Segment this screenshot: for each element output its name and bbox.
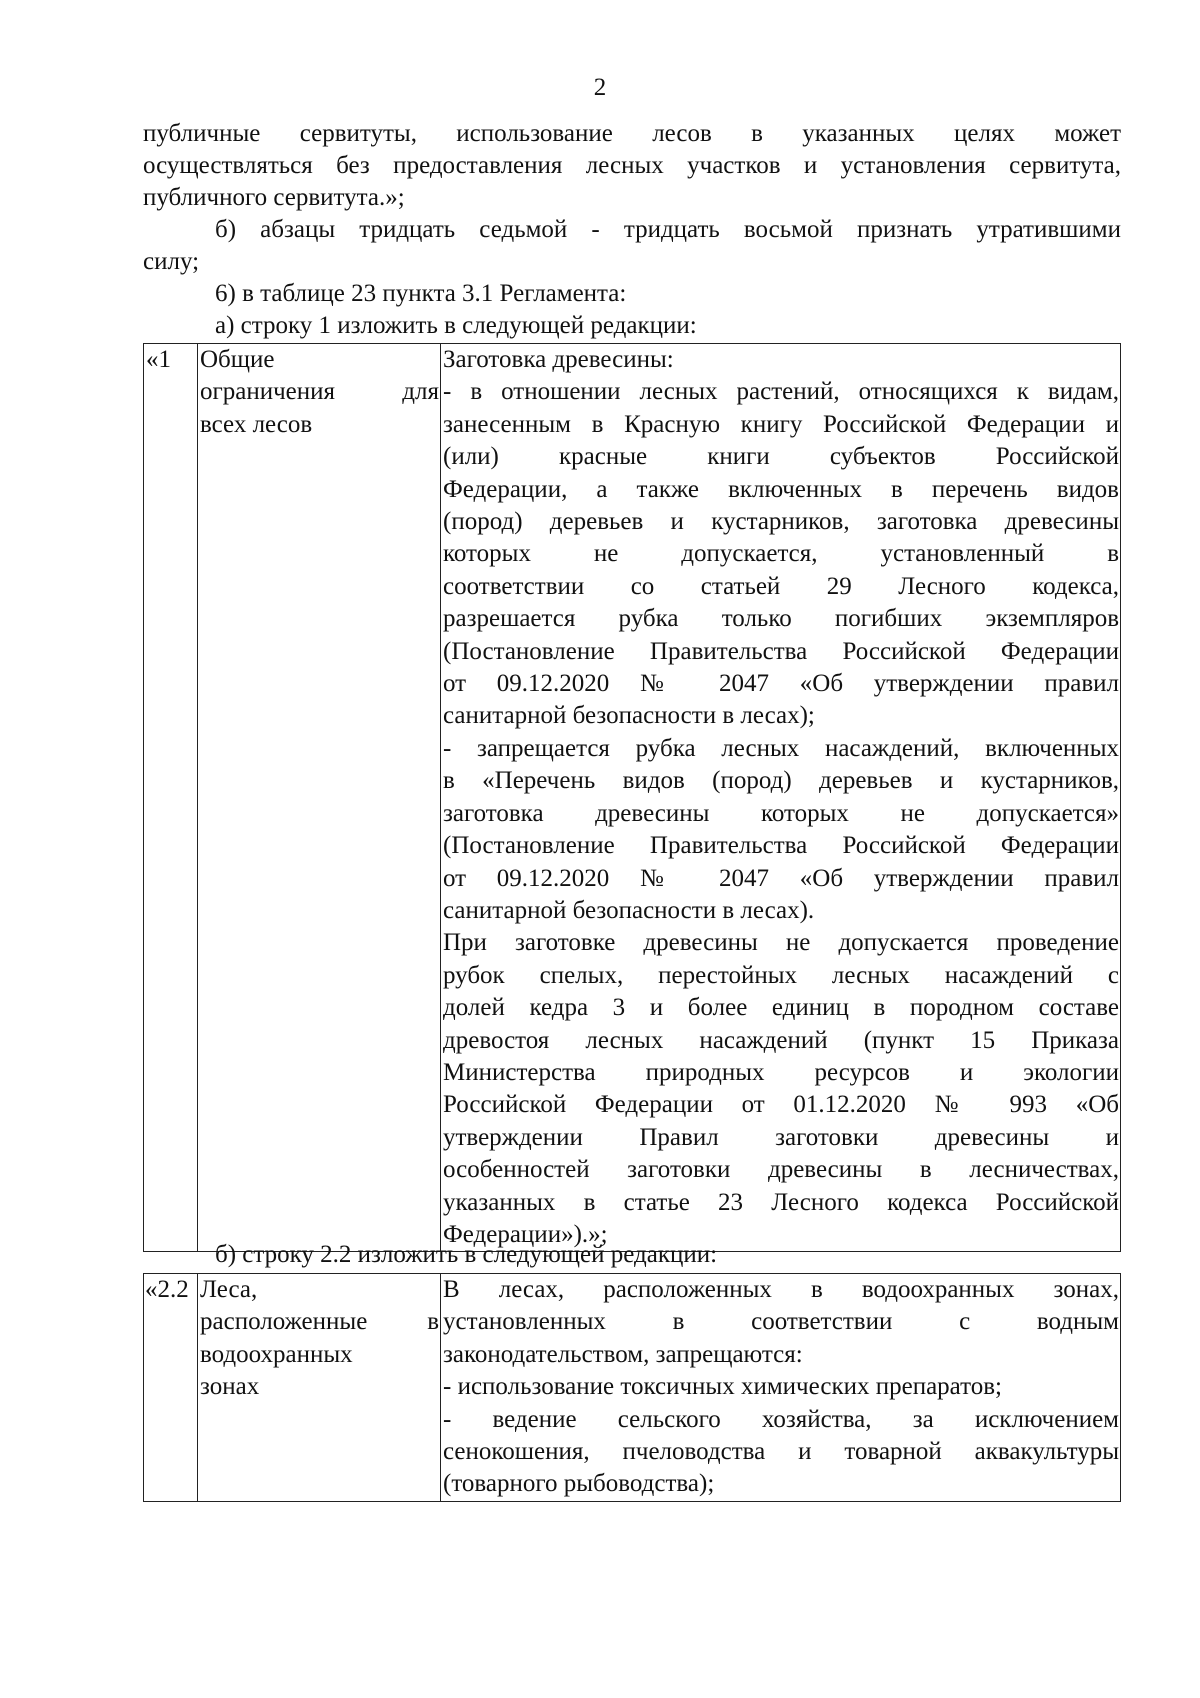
paragraph-a-row-1: а) строку 1 изложить в следующей редакции: bbox=[215, 312, 697, 339]
text-line: - использование токсичных химических препаратов; bbox=[443, 1373, 1002, 1401]
paragraph-b-block bbox=[143, 1239, 1121, 1271]
text-line: осуществляться без предоставления лесных участков и установления сервитута, bbox=[143, 152, 1121, 179]
text-line: (Постановление Правительства Российской Федерации bbox=[443, 832, 1119, 860]
table-row-2-2-amendment bbox=[143, 1273, 1121, 1502]
text-line: Федерации»).»; bbox=[443, 1220, 608, 1248]
page-number: 2 bbox=[593, 74, 607, 101]
text-line: б) абзацы тридцать седьмой - тридцать восьмой признать утратившими bbox=[215, 216, 1121, 243]
text-line: особенностей заготовки древесины в лесничествах, bbox=[443, 1156, 1119, 1184]
text-line: занесенным в Красную книгу Российской Федерации и bbox=[443, 410, 1119, 438]
table-row bbox=[144, 344, 1121, 1252]
text-line: разрешается рубка только погибших экземпляров bbox=[443, 605, 1119, 633]
table-row-1-amendment bbox=[143, 343, 1121, 1252]
text-line: которых не допускается, установленный в bbox=[443, 540, 1119, 568]
text-line: от 09.12.2020 № 2047 «Об утверждении правил bbox=[443, 670, 1119, 698]
table-row bbox=[144, 1274, 1121, 1502]
row-name-cell bbox=[198, 344, 441, 1252]
text-line: санитарной безопасности в лесах); bbox=[443, 702, 815, 730]
text-line: - в отношении лесных растений, относящихся к видам, bbox=[443, 378, 1119, 406]
text-line: утверждении Правил заготовки древесины и bbox=[443, 1123, 1119, 1151]
text-line: зонах bbox=[200, 1373, 260, 1401]
text-line: расположенные в bbox=[200, 1308, 439, 1336]
text-line: Леса, bbox=[200, 1276, 258, 1303]
text-line: ограничения для bbox=[200, 378, 439, 406]
row-text-cell bbox=[441, 344, 1121, 1252]
text-line: публичного сервитута.»; bbox=[143, 184, 405, 211]
text-line: долей кедра 3 и более единиц в породном составе bbox=[443, 994, 1119, 1022]
text-line: сенокошения, пчеловодства и товарной аквакультуры bbox=[443, 1438, 1119, 1466]
paragraph-6-table-23: 6) в таблице 23 пункта 3.1 Регламента: bbox=[215, 280, 627, 307]
row-number-cell: «1 bbox=[144, 344, 198, 1252]
text-line: силу; bbox=[143, 248, 200, 275]
text-line: от 09.12.2020 № 2047 «Об утверждении правил bbox=[443, 864, 1119, 892]
row-text-cell bbox=[441, 1274, 1121, 1502]
text-line: Министерства природных ресурсов и экологии bbox=[443, 1058, 1119, 1086]
text-line: публичные сервитуты, использование лесов в указанных целях может bbox=[143, 120, 1121, 147]
row-number-cell: «2.2 bbox=[144, 1274, 198, 1502]
text-line: (товарного рыбоводства); bbox=[443, 1470, 715, 1498]
text-line: в «Перечень видов (пород) деревьев и кустарников, bbox=[443, 767, 1119, 795]
text-line: соответствии со статьей 29 Лесного кодекса, bbox=[443, 572, 1119, 600]
text-line: - запрещается рубка лесных насаждений, включенных bbox=[443, 734, 1119, 762]
text-line: рубок спелых, перестойных лесных насаждений с bbox=[443, 961, 1119, 989]
text-line: водоохранных bbox=[200, 1340, 353, 1368]
text-line: санитарной безопасности в лесах). bbox=[443, 896, 815, 924]
text-line: Заготовка древесины: bbox=[443, 346, 674, 373]
text-line: В лесах, расположенных в водоохранных зонах, bbox=[443, 1276, 1119, 1303]
paragraph-b-row-2-2: б) строку 2.2 изложить в следующей редакции: bbox=[215, 1241, 718, 1268]
text-line: Федерации, а также включенных в перечень видов bbox=[443, 475, 1119, 503]
text-line: Российской Федерации от 01.12.2020 № 993 «Об bbox=[443, 1091, 1119, 1119]
text-line: (Постановление Правительства Российской Федерации bbox=[443, 637, 1119, 665]
text-line: древостоя лесных насаждений (пункт 15 Приказа bbox=[443, 1026, 1119, 1054]
text-line: заготовка древесины которых не допускается» bbox=[443, 799, 1119, 827]
text-line: законодательством, запрещаются: bbox=[443, 1340, 803, 1368]
paragraph-continuation bbox=[143, 118, 1121, 214]
text-line: (или) красные книги субъектов Российской bbox=[443, 443, 1119, 471]
text-line: Общие bbox=[200, 346, 275, 373]
text-line: указанных в статье 23 Лесного кодекса Российской bbox=[443, 1188, 1119, 1216]
row-name-cell bbox=[198, 1274, 441, 1502]
text-line: (пород) деревьев и кустарников, заготовка древесины bbox=[443, 508, 1119, 536]
text-line: - ведение сельского хозяйства, за исключением bbox=[443, 1405, 1119, 1433]
paragraph-b-repeal bbox=[143, 214, 1121, 278]
text-line: При заготовке древесины не допускается проведение bbox=[443, 929, 1119, 957]
text-line: установленных в соответствии с водным bbox=[443, 1308, 1119, 1336]
text-line: всех лесов bbox=[200, 410, 313, 438]
intro-block bbox=[143, 118, 1121, 342]
